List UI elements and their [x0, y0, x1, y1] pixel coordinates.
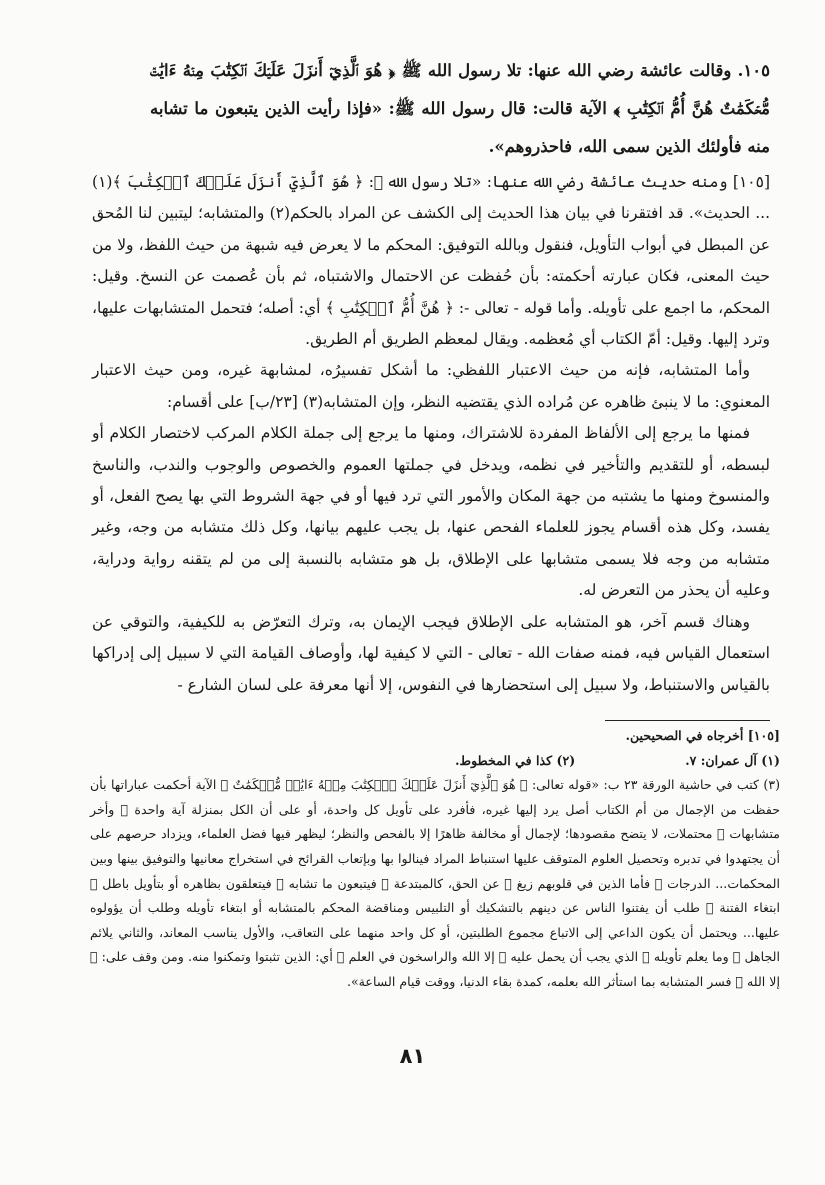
commentary-paragraph: وأما المتشابه، فإنه من حيث الاعتبار اللفظي: ما أشكل تفسيرُه، لمشابهة غيره، ومن حيث الاعتبار المعنوي: ما لا ينبئ ظاهره عن مُراده الذي يقتضيه النظر، وإن المتشابه(٣) [٢٣/ب] على أقسام:	[92, 361, 770, 411]
commentary-paragraph: [١٠٥] ومنه حديث عائشة رضي الله عنها: «تلا رسول الله ﷺ: ﴿ هُوَ ٱلَّذِيٓ أَنزَلَ عَلَيۡكَ ٱلۡكِتَٰبَ ﴾(١) ... الحديث». قد افتقرنا في بيان هذا الحديث إلى الكشف عن المراد بالحكم(٢) والمتشابه؛ ليتبين لنا المُحق عن المبطل في أبواب التأويل، فنقول وبالله التوفيق: المحكم ما لا يعرض فيه شبهة من حيث اللفظ، ولا من حيث المعنى، فكان عبارته أحكمته: بأن حُفظت عن الاحتمال والاشتباه، ثم بأن عُصمت عن النسخ. وقيل: المحكم، ما اجمع على تأويله. وأما قوله - تعالى -: ﴿ هُنَّ أُمُّ ٱلۡكِتَٰبِ ﴾ أي: أصله؛ فتحمل المتشابهات عليها، وترد إليها. وقيل: أمّ الكتاب أي مُعظمه. ويقال لمعظم الطريق أم الطريق.	[92, 173, 770, 349]
footnote-3: (٣) كتب في حاشية الورقة ٢٣ ب: «قوله تعالى: ﴿ هُوَ ٱلَّذِيٓ أَنزَلَ عَلَيۡكَ ٱلۡكِتَٰبَ مِنۡهُ ءَايَٰتٞ مُّحۡكَمَٰتٌ ﴾ الآية أحكمت عباراتها بأن حفظت من الإجمال من أم الكتاب أصل يرد إليها غيره، فأفرد على تأويل كل واحدة، أو على أن الكل بمنزلة آية واحدة ﴿ وأخر متشابهات ﴾ محتملات، لا يتضح مقصودها؛ لإجمال أو مخالفة ظاهرًا إلا بالفحص والنظر؛ ليظهر فيها فضل العلماء، ويزداد حرصهم على أن يجتهدوا في تدبره وتحصيل العلوم المتوقف عليها استنباط المراد فينالوا بها وبإتعاب القرائح في استخراج معانيها والتوفيق بينها وبين المحكمات... الدرجات ﴿ فأما الذين في قلوبهم زيغ ﴾ عن الحق، كالمبتدعة ﴿ فيتبعون ما تشابه ﴾ فيتعلقون بظاهره أو بتأويل باطل ﴿ ابتغاء الفتنة ﴾ طلب أن يفتنوا الناس عن دينهم بالتشكيك أو التلبيس ومناقضة المحكم بالمتشابه أو ابتغاء تأويله وطلب أن يؤولوه عليها... ويحتمل أن يكون الداعي إلى الاتباع مجموع الطلبتين، أو كل واحد منهما على التعاقب، والأول يناسب المعاند، والثاني يلائم الجاهل ﴿ وما يعلم تأويله ﴾ الذي يجب أن يحمل عليه ﴿ إلا الله والراسخون في العلم ﴾ أي: الذين تثبتوا وتمكنوا منه. ومن وقف على: ﴿ إلا الله ﴾ فسر المتشابه بما استأثر الله بعلمه، كمدة بقاء الدنيا، ووقت قيام الساعة».	[90, 777, 781, 989]
footnote-separator	[605, 720, 770, 721]
commentary-paragraph: فمنها ما يرجع إلى الألفاظ المفردة للاشتراك، ومنها ما يرجع إلى جملة الكلام المركب لاختصار الكلام أو لبسطه، أو للتقديم والتأخير في نظمه، ويدخل في جملتها العموم والخصوص والوجوب والندب، والناسخ والمنسوخ ومنها ما يشتبه من جهة المكان والأمور التي ترد فيها أو في جهة الشروط التي بها يصح الفعل، أو يفسد، وكل هذه أقسام يجوز للعلماء الفحص عنها، بل يجب عليهم بيانها، وكل ذلك متشابه من وجه، وغير متشابه من وجه فلا يسمى متشابها على الإطلاق، بل هو متشابه بالنسبة إلى من لم يتقنه رواية ودراية، وعليه أن يحذر من التعرض له.	[92, 424, 770, 600]
footnote-2: (٢) كذا في المخطوط.	[455, 752, 576, 768]
commentary-paragraph: وهناك قسم آخر، هو المتشابه على الإطلاق فيجب الإيمان به، وترك التعرّض به للكيفية، والتوقي عن استعمال القياس فيه، فمنه صفات الله - تعالى - التي لا كيفية لها، وأوصاف القيامة التي لا سبيل إلى إدراكها بالقياس والاستنباط، ولا سبيل إلى استحضارها في النفوس، إلا أنها معرفة على لسان الشارع -	[92, 612, 770, 694]
footnote-105: [١٠٥] أخرجاه في الصحيحين.	[625, 728, 780, 743]
hadith-text: ١٠٥. وقالت عائشة رضي الله عنها: تلا رسول الله ﷺ ﴿ هُوَ ٱلَّذِيٓ أَنزَلَ عَلَيۡكَ ٱلۡكِتَٰبَ مِنۡهُ ءَايَٰتٞ مُّحۡكَمَٰتٌ هُنَّ أُمُّ ٱلۡكِتَٰبِ ﴾ الآية قالت: قال رسول الله ﷺ: «فإذا رأيت الذين يتبعون ما تشابه منه فأولئك الذين سمى الله، فاحذروهم».	[150, 61, 770, 156]
footnote-1: (١) آل عمران: ٧.	[685, 752, 780, 768]
page-number: ٨١	[399, 1044, 426, 1068]
commentary	[92, 167, 770, 701]
footnotes	[90, 724, 780, 995]
footnote-row	[90, 749, 780, 774]
